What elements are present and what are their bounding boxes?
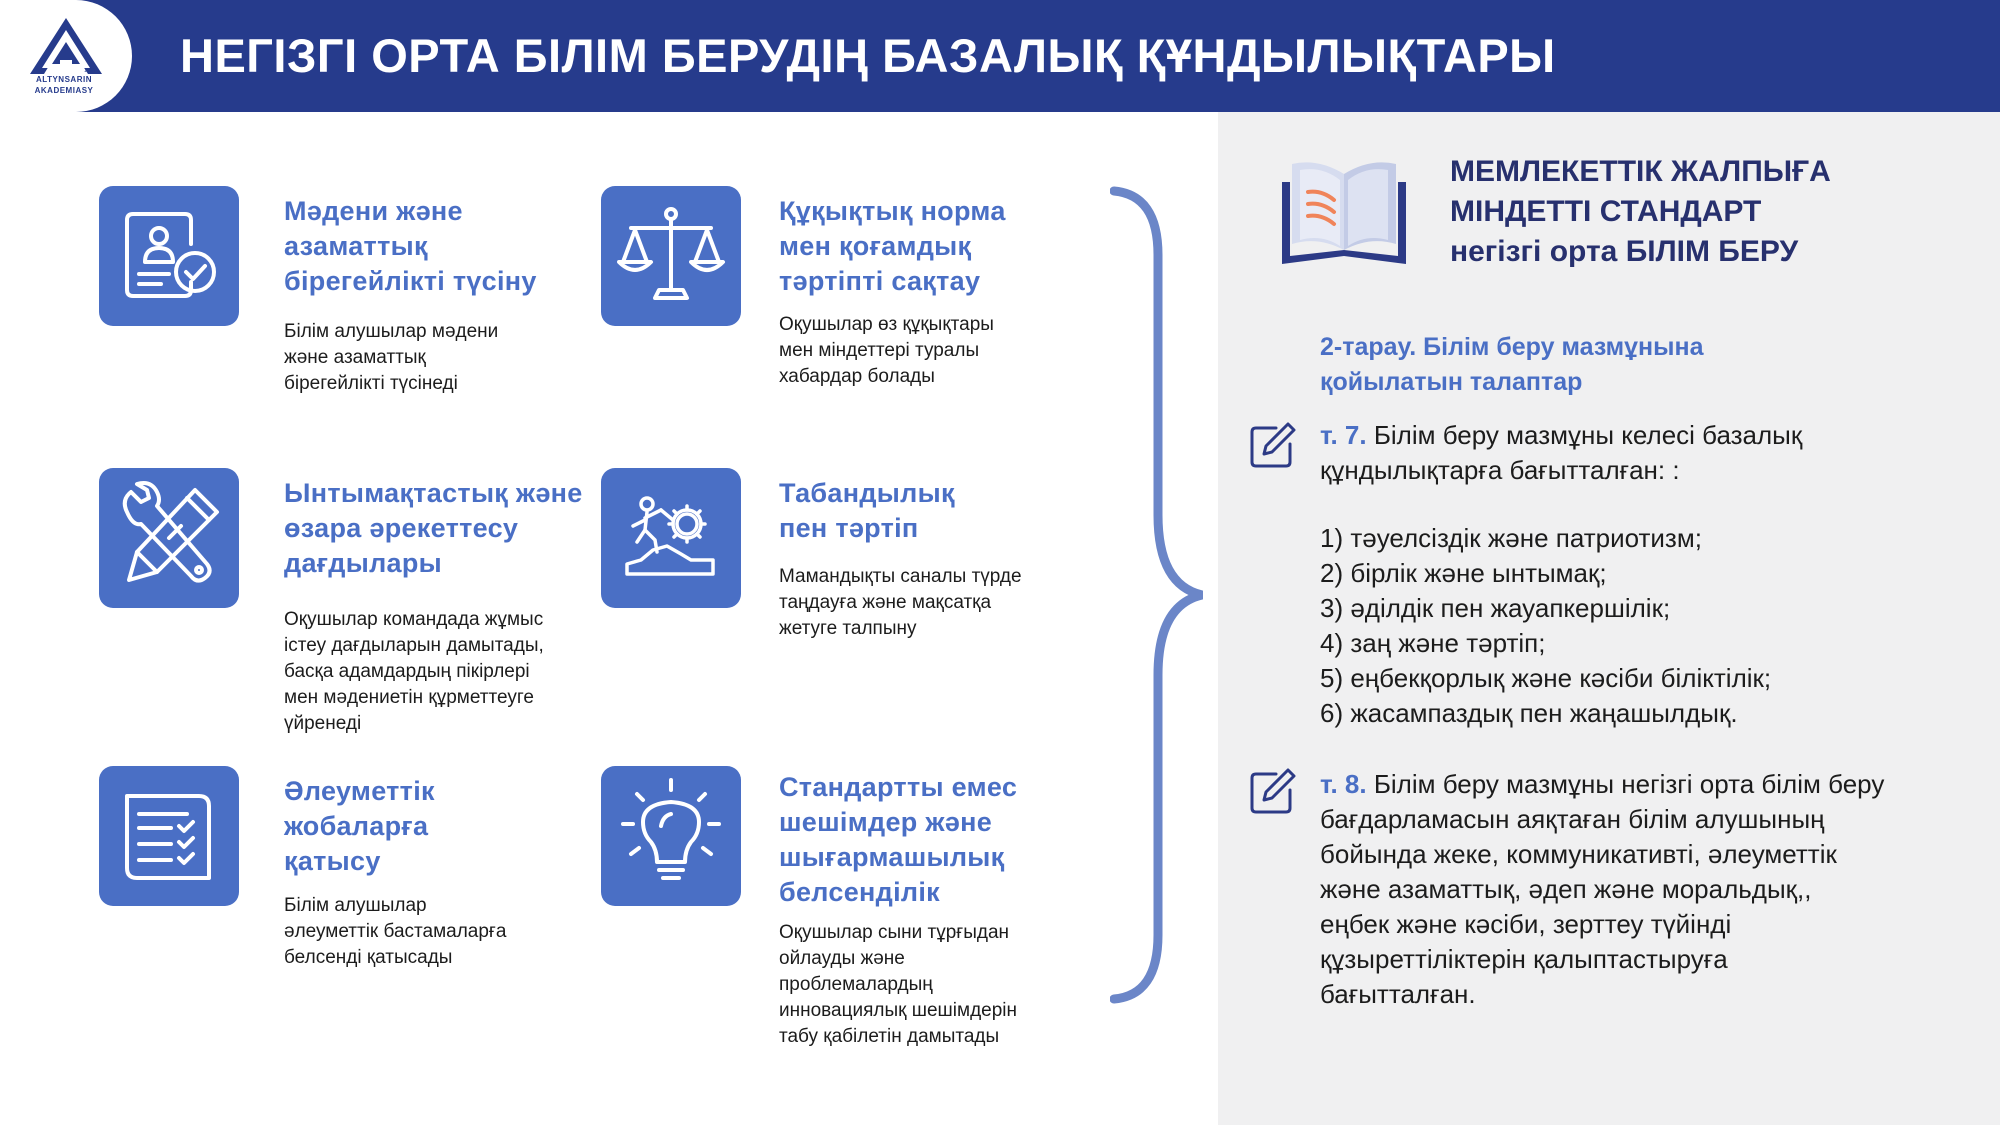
section-heading-line2: қойылатын талаптар: [1320, 368, 1583, 396]
card-title-line: өзара әрекеттесу: [284, 513, 519, 543]
card-desc-line: табу қабілетін дамытады: [779, 1026, 1000, 1047]
edit-icon: [1248, 766, 1298, 816]
card-icon-box-social: [99, 766, 239, 906]
card-title-line: шығармашылық: [779, 842, 1005, 872]
card-icon-box-persistence: [601, 468, 741, 608]
card-title-line: жобаларға: [284, 811, 429, 841]
point7-text: [1320, 418, 1960, 453]
card-desc-line: Білім алушылар: [284, 895, 427, 916]
card-desc-line: мен мәдениетін құрметтеуге: [284, 687, 534, 708]
standard-subtitle: негізгі орта: [1450, 235, 1626, 268]
curly-brace-icon: [1110, 185, 1210, 1005]
climber-gear-icon: [601, 468, 741, 608]
card-desc-persistence: [779, 564, 1022, 642]
card-desc-cultural: [284, 319, 498, 397]
point8-line: және азаматтық, әдеп және моральдық,,: [1320, 874, 1812, 904]
standard-title-line3: [1450, 232, 1798, 272]
card-desc-line: әлеуметтік бастамаларға: [284, 921, 507, 942]
point8-line: бағдарламасын аяқтаған білім алушының: [1320, 804, 1825, 834]
point8-line1: Білім беру мазмұны негізгі орта білім беру: [1366, 769, 1885, 799]
standard-subtitle-caps: БІЛІМ БЕРУ: [1625, 235, 1799, 268]
id-card-check-icon: [99, 186, 239, 326]
point8-number: т. 8.: [1320, 769, 1367, 799]
card-title-line: Стандартты емес: [779, 772, 1018, 802]
value-item: 1) тәуелсіздік және патриотизм;: [1320, 523, 1702, 553]
card-title-line: Ынтымақтастық және: [284, 478, 583, 508]
point7-number: т. 7.: [1320, 420, 1367, 450]
point8-line: бағытталған.: [1320, 979, 1476, 1009]
point7-line2: құндылықтарға бағытталған: :: [1320, 455, 1680, 485]
logo-text-line1: ALTYNSARIN: [36, 75, 92, 84]
card-desc-creative: [779, 920, 1017, 1050]
header-bar: [0, 0, 2000, 112]
card-title-line: шешімдер және: [779, 807, 993, 837]
card-title-cultural: [284, 194, 537, 299]
card-desc-line: Оқушылар өз құқықтары: [779, 314, 994, 335]
value-item: 5) еңбекқорлық және кәсіби біліктілік;: [1320, 663, 1772, 693]
page-title: НЕГІЗГІ ОРТА БІЛІМ БЕРУДІҢ БАЗАЛЫҚ ҚҰНДЫЛЫҚТАРЫ: [180, 29, 1556, 82]
point8-line: құзыреттіліктерін қалыптастыруға: [1320, 944, 1728, 974]
point8-line: еңбек және кәсіби, зерттеу түйінді: [1320, 909, 1732, 939]
value-item: 6) жасампаздық пен жаңашылдық.: [1320, 698, 1738, 728]
point8-line: бойында жеке, коммуникативті, әлеуметтік: [1320, 839, 1837, 869]
card-desc-line: Мамандықты саналы түрде: [779, 566, 1022, 587]
lightbulb-icon: [601, 766, 741, 906]
logo: [0, 0, 132, 112]
logo-year: 1939: [84, 68, 96, 74]
card-title-legal: [779, 194, 1006, 299]
card-desc-line: және азаматтық: [284, 347, 426, 368]
scales-icon: [601, 186, 741, 326]
standard-title-line1: МЕМЛЕКЕТТІК ЖАЛПЫҒА: [1450, 155, 1831, 188]
card-icon-box-creative: [601, 766, 741, 906]
card-desc-line: үйренеді: [284, 713, 362, 734]
card-desc-line: проблемалардың: [779, 974, 933, 995]
value-item: 4) заң және тәртіп;: [1320, 628, 1546, 658]
card-desc-line: бірегейлікті түсінеді: [284, 373, 458, 394]
card-desc-line: белсенді қатысады: [284, 947, 453, 968]
card-title-line: Табандылық: [779, 478, 955, 508]
logo-text-line2: AKADEMIASY: [34, 86, 94, 95]
card-title-line: азаматтық: [284, 231, 428, 261]
card-title-line: мен қоғамдық: [779, 231, 972, 261]
card-title-line: қатысу: [284, 846, 381, 876]
card-icon-box-cooperation: [99, 468, 239, 608]
card-desc-line: Оқушылар сыни тұрғыдан: [779, 922, 1010, 943]
card-title-line: дағдылары: [284, 548, 443, 578]
card-title-line: пен тәртіп: [779, 513, 919, 543]
value-item: 2) бірлік және ынтымақ;: [1320, 558, 1607, 588]
card-desc-line: істеу дағдыларын дамытады,: [284, 635, 544, 656]
card-desc-line: таңдауға және мақсатқа: [779, 592, 992, 613]
card-title-line: белсенділік: [779, 877, 940, 907]
open-book-icon: [1278, 152, 1410, 272]
card-desc-line: жетуге талпыну: [779, 618, 917, 639]
point8-text: [1320, 767, 1980, 802]
card-desc-line: хабардар болады: [779, 366, 935, 387]
card-title-line: Мәдени және: [284, 196, 463, 226]
card-desc-line: басқа адамдардың пікірлері: [284, 661, 530, 682]
section-heading-line1: 2-тарау. Білім беру мазмұнына: [1320, 333, 1704, 361]
card-title-cooperation: [284, 476, 583, 581]
checklist-icon: [99, 766, 239, 906]
card-title-social: [284, 774, 435, 879]
card-desc-line: мен міндеттері туралы: [779, 340, 980, 361]
value-item: 3) әділдік пен жауапкершілік;: [1320, 593, 1671, 623]
tools-icon: [99, 468, 239, 608]
card-title-creative: [779, 770, 1017, 910]
standard-title-line2: МІНДЕТТІ СТАНДАРТ: [1450, 195, 1762, 228]
card-icon-box-cultural: [99, 186, 239, 326]
card-desc-legal: [779, 312, 994, 390]
card-icon-box-legal: [601, 186, 741, 326]
card-desc-line: Оқушылар командада жұмыс: [284, 609, 544, 630]
card-title-line: тәртіпті сақтау: [779, 266, 981, 296]
card-desc-social: [284, 893, 506, 971]
card-title-line: бірегейлікті түсіну: [284, 266, 537, 296]
card-desc-line: ойлауды және: [779, 948, 905, 969]
card-desc-line: инновациялық шешімдерін: [779, 1000, 1018, 1021]
academy-logo-icon: [24, 16, 108, 76]
card-desc-line: Білім алушылар мәдени: [284, 321, 499, 342]
card-title-line: Құқықтық норма: [779, 196, 1006, 226]
point7-line1: Білім беру мазмұны келесі базалық: [1366, 420, 1803, 450]
card-title-persistence: [779, 476, 955, 546]
edit-icon: [1248, 420, 1298, 470]
card-desc-cooperation: [284, 607, 544, 737]
card-title-line: Әлеуметтік: [284, 776, 435, 806]
